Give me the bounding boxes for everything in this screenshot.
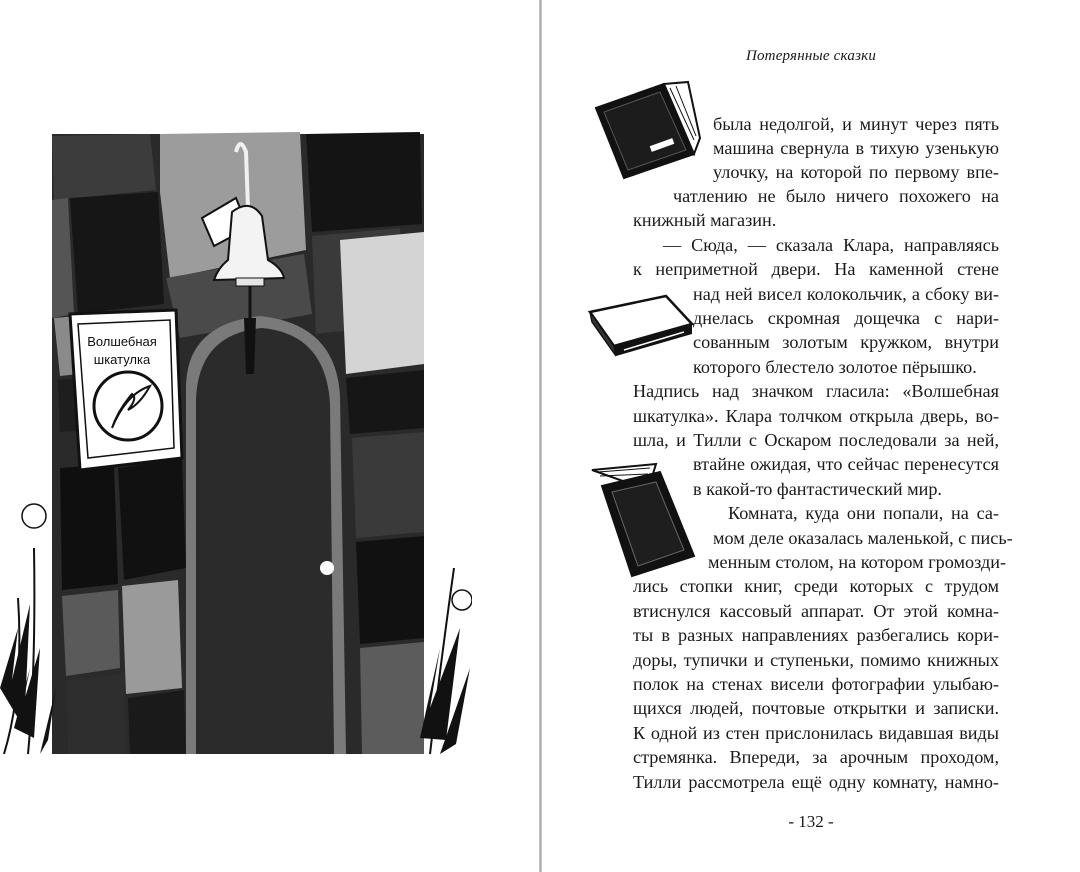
text-line: менным столом, на котором громозди- — [708, 552, 1007, 572]
text-line: К одной из стен прислонилась видавшая виды — [633, 723, 999, 743]
running-head: Потерянные сказки — [745, 48, 877, 64]
text-line: к неприметной двери. На каменной стене — [633, 259, 999, 279]
text-line: улочку, на которой по первому впе- — [713, 162, 999, 182]
text-line: лись стопки книг, среди которых с трудом — [633, 576, 999, 596]
text-line: которого блестело золотое пёрышко. — [693, 357, 977, 377]
text-line: над ней висел колокольчик, а сбоку ви- — [693, 284, 999, 304]
text-line: в какой-то фантастический мир. — [693, 479, 942, 499]
text-line: была недолгой, и минут через пять — [713, 114, 999, 134]
text-line: втиснулся кассовый аппарат. От этой комна- — [633, 601, 999, 621]
text-line: полок на стенах висели фотографии улыбаю- — [633, 674, 999, 694]
text-line: мом деле оказалась маленькой, с пись- — [713, 528, 1013, 548]
text-line: чатлению не было ничего похожего на — [673, 186, 999, 206]
shop-door-illustration — [0, 128, 472, 760]
body-text — [542, 112, 1080, 812]
text-line: ты в разных направлениях разбегались кори- — [633, 625, 999, 645]
text-line: Надпись над значком гласила: «Волшебная — [633, 381, 999, 401]
left-page — [0, 0, 539, 872]
text-line: шла, и Тилли с Оскаром последовали за ней, — [633, 430, 999, 450]
text-line: Тилли рассмотрела ещё одну комнату, намно- — [633, 772, 999, 792]
right-page — [542, 0, 1080, 872]
text-line: машина свернула в тихую узенькую — [713, 138, 999, 158]
text-line: книжный магазин. — [633, 210, 777, 230]
text-line: Комната, куда они попали, на са- — [728, 503, 999, 523]
text-line: стремянка. Впереди, за арочным проходом, — [633, 747, 999, 767]
sign-text-1: Волшебная — [87, 334, 157, 349]
text-line: щихся людей, почтовые открытки и записки. — [633, 698, 999, 718]
text-line: шкатулка». Клара толчком открыла дверь, во- — [633, 406, 999, 426]
text-line: — Сюда, — сказала Клара, направляясь — [663, 235, 999, 255]
sign-text-2: шкатулка — [93, 352, 151, 367]
text-line: втайне ожидая, что сейчас перенесутся — [693, 454, 999, 474]
text-line: сованным золотым кружком, внутри — [693, 332, 999, 352]
text-line: доры, тупички и ступеньки, помимо книжных — [633, 650, 999, 670]
page-number: - 132 - — [788, 812, 834, 831]
text-line: днелась скромная дощечка с нари- — [693, 308, 999, 328]
